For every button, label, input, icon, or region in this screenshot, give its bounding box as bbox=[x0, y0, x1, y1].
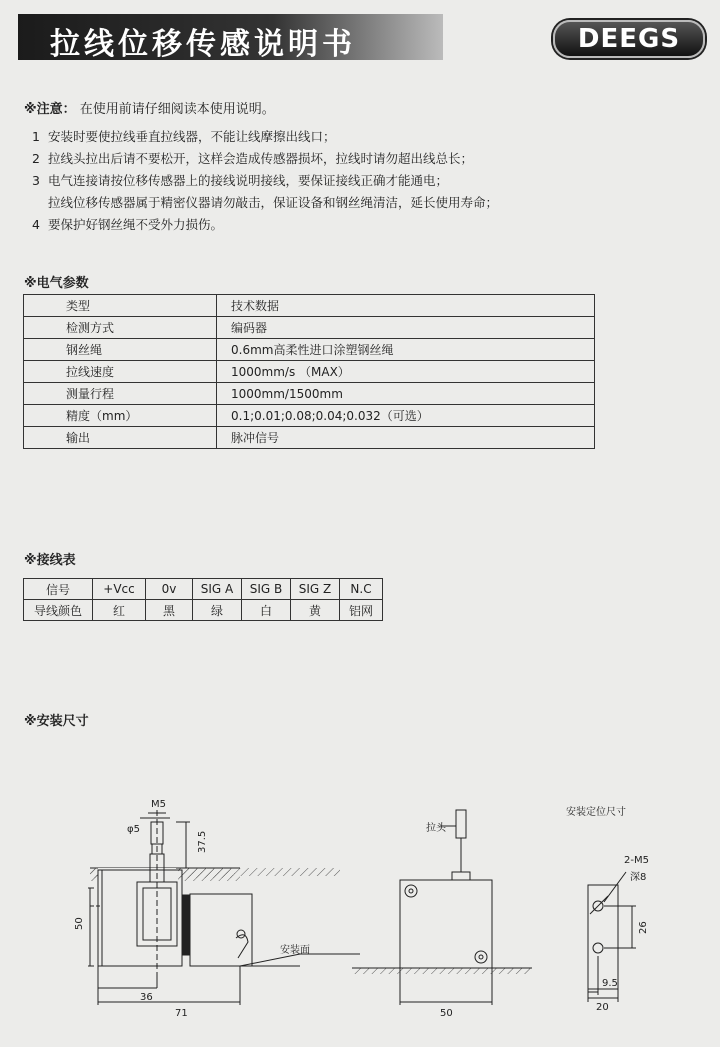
table-row bbox=[24, 295, 595, 317]
table-cell: 脉冲信号 bbox=[217, 427, 595, 449]
table-cell: 黑 bbox=[146, 600, 193, 621]
page-title: 拉线位移传感说明书 bbox=[50, 27, 356, 62]
table-cell: 输出 bbox=[24, 427, 217, 449]
table-cell: 类型 bbox=[24, 295, 217, 317]
brand-logo bbox=[553, 20, 705, 58]
list-item bbox=[32, 192, 498, 214]
table-cell: 信号 bbox=[24, 579, 93, 600]
list-text: 电气连接请按位移传感器上的接线说明接线，要保证接线正确才能通电； bbox=[48, 173, 449, 188]
label-20: 20 bbox=[596, 1002, 609, 1013]
table-cell: 技术数据 bbox=[217, 295, 595, 317]
dimension-drawing bbox=[0, 760, 720, 1047]
title-bar bbox=[18, 14, 443, 60]
list-item bbox=[32, 170, 498, 192]
list-num: 1 bbox=[32, 129, 40, 144]
table-cell: 编码器 bbox=[217, 317, 595, 339]
label-50b: 50 bbox=[440, 1008, 453, 1019]
table-cell: 0v bbox=[146, 579, 193, 600]
notice bbox=[24, 98, 275, 117]
list-text: 要保护好钢丝绳不受外力损伤。 bbox=[48, 217, 224, 232]
table-row bbox=[24, 361, 595, 383]
table-row bbox=[24, 383, 595, 405]
table-cell: SIG A bbox=[193, 579, 242, 600]
label-2-m5: 2-M5 bbox=[624, 855, 649, 866]
table-cell: SIG Z bbox=[291, 579, 340, 600]
table-cell: SIG B bbox=[242, 579, 291, 600]
table-cell: 测量行程 bbox=[24, 383, 217, 405]
table-cell: 精度（mm） bbox=[24, 405, 217, 427]
table-cell: 导线颜色 bbox=[24, 600, 93, 621]
list-item bbox=[32, 148, 498, 170]
brand-text: DEEGS bbox=[577, 24, 681, 54]
table-cell: 1000mm/1500mm bbox=[217, 383, 595, 405]
table-cell: 拉线速度 bbox=[24, 361, 217, 383]
table-cell: 钢丝绳 bbox=[24, 339, 217, 361]
label-mount-pos: 安装定位尺寸 bbox=[566, 807, 626, 818]
wiring-title: ※接线表 bbox=[24, 553, 76, 568]
label-36: 36 bbox=[140, 992, 153, 1003]
electrical-title: ※电气参数 bbox=[24, 276, 89, 291]
table-row bbox=[24, 579, 383, 600]
notice-list bbox=[32, 126, 498, 236]
table-cell: 铝网 bbox=[340, 600, 383, 621]
wiring-table bbox=[23, 578, 383, 621]
table-cell: 黄 bbox=[291, 600, 340, 621]
label-50: 50 bbox=[74, 917, 85, 930]
list-num: 3 bbox=[32, 173, 40, 188]
label-9-5: 9.5 bbox=[602, 978, 618, 989]
table-cell: 绿 bbox=[193, 600, 242, 621]
table-cell: +Vcc bbox=[93, 579, 146, 600]
table-cell: 0.6mm高柔性进口涂塑钢丝绳 bbox=[217, 339, 595, 361]
dimensions-title: ※安装尺寸 bbox=[24, 714, 89, 729]
table-cell: 白 bbox=[242, 600, 291, 621]
table-cell: 1000mm/s （MAX） bbox=[217, 361, 595, 383]
table-cell: 检测方式 bbox=[24, 317, 217, 339]
label-71: 71 bbox=[175, 1008, 188, 1019]
label-phi5: φ5 bbox=[127, 824, 140, 835]
list-text: 拉线位移传感器属于精密仪器请勿敲击，保证设备和钢丝绳清洁，延长使用寿命； bbox=[48, 195, 499, 210]
label-m5: M5 bbox=[151, 799, 166, 810]
table-row bbox=[24, 427, 595, 449]
label-pull-head: 拉头 bbox=[426, 823, 446, 834]
table-row bbox=[24, 600, 383, 621]
table-row bbox=[24, 317, 595, 339]
label-mount-surface: 安装面 bbox=[280, 945, 310, 956]
table-row bbox=[24, 405, 595, 427]
notice-label: ※注意： bbox=[24, 102, 76, 117]
table-row bbox=[24, 339, 595, 361]
list-text: 拉线头拉出后请不要松开，这样会造成传感器损坏，拉线时请勿超出线总长； bbox=[48, 151, 474, 166]
electrical-table bbox=[23, 294, 595, 449]
header bbox=[0, 14, 720, 60]
label-26: 26 bbox=[638, 921, 649, 934]
list-num: 4 bbox=[32, 217, 40, 232]
label-depth: 深8 bbox=[630, 872, 647, 883]
table-cell: 0.1;0.01;0.08;0.04;0.032（可选） bbox=[217, 405, 595, 427]
table-cell: N.C bbox=[340, 579, 383, 600]
list-item bbox=[32, 126, 498, 148]
notice-text: 在使用前请仔细阅读本使用说明。 bbox=[79, 102, 275, 117]
list-item bbox=[32, 214, 498, 236]
label-37-5: 37.5 bbox=[197, 830, 208, 853]
list-text: 安装时要使拉线垂直拉线器，不能让线摩擦出线口； bbox=[48, 129, 336, 144]
sensor-body-front bbox=[400, 880, 492, 968]
table-cell: 红 bbox=[93, 600, 146, 621]
list-num: 2 bbox=[32, 151, 40, 166]
